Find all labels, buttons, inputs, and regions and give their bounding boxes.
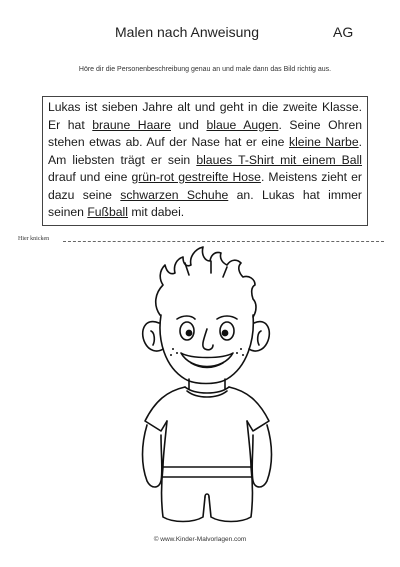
person-description (48, 99, 362, 222)
hair-outline (156, 247, 256, 317)
description-box (42, 96, 368, 226)
story-text: drauf und eine (48, 170, 132, 184)
shoes-keyword: schwarzen Schuhe (120, 187, 229, 202)
fold-dashed-line (63, 241, 384, 242)
copyright-text: © www.Kinder-Malvorlagen.com (153, 536, 247, 543)
group-tag: AG (333, 24, 354, 40)
story-text: Lukas ist sieben Jahre alt und geht in die zweite Klasse. Er hat (48, 100, 362, 132)
instruction-text: Höre dir die Personenbeschreibung genau an und male dann das Bild richtig aus. (78, 66, 332, 73)
page-header (0, 24, 400, 44)
tongue (191, 363, 223, 368)
page-title: Malen nach Anweisung (115, 24, 259, 40)
t-shirt (145, 379, 269, 467)
story-text: an. Lukas hat immer seinen (48, 187, 362, 219)
shirt-keyword: blaues T-Shirt mit einem Ball (196, 152, 363, 167)
story-text: mit dabei. (127, 205, 185, 219)
fold-label: Hier knicken (18, 236, 50, 242)
pants (162, 467, 253, 522)
hair-keyword: braune Haare (92, 117, 171, 132)
mouth (181, 353, 233, 367)
right-pupil (222, 330, 227, 335)
left-pupil (186, 330, 191, 335)
nose (203, 329, 213, 350)
left-eyebrow (177, 316, 195, 319)
boy-coloring-drawing (115, 245, 287, 535)
story-text: . Seine Ohren stehen etwas ab. Auf der Nase hat er eine (48, 117, 363, 149)
right-eyebrow (217, 316, 237, 319)
story-text: und (171, 117, 207, 132)
ball-keyword: Fußball (87, 205, 128, 219)
eyes-keyword: blaue Augen (206, 117, 279, 132)
story-text: . Am liebsten trägt er sein (48, 135, 362, 167)
face (160, 315, 253, 384)
scar-keyword: kleine Narbe (289, 135, 359, 149)
pants-keyword: grün-rot gestreifte Hose (131, 170, 261, 184)
story-text: . Meistens zieht er dazu seine (48, 170, 362, 202)
